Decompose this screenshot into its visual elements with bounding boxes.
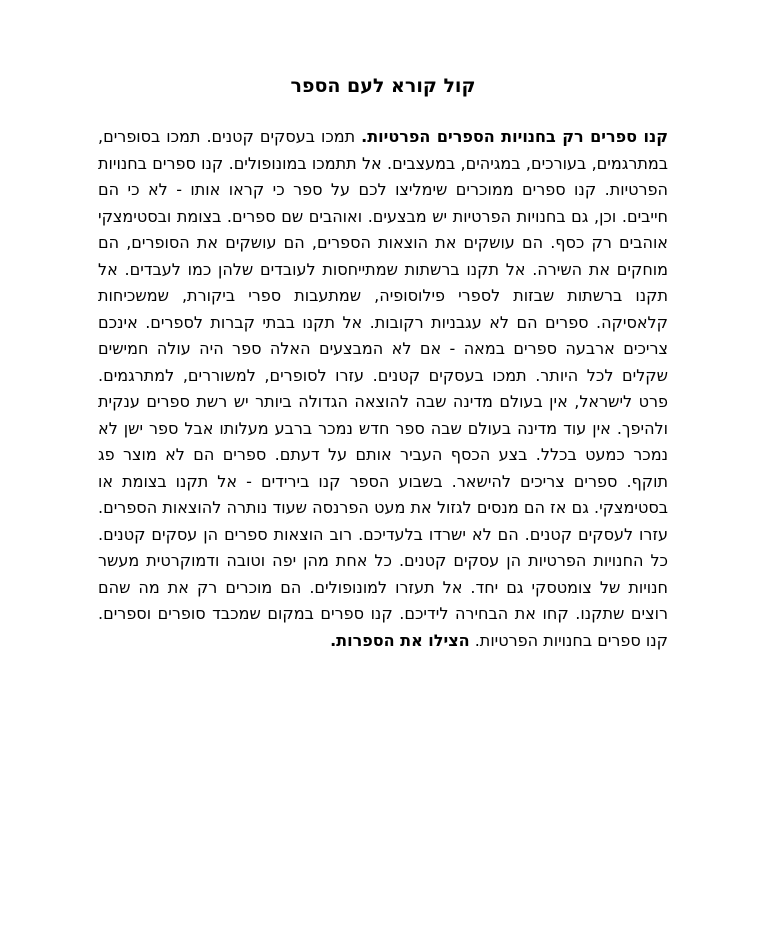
document-title: קול קורא לעם הספר [290, 75, 476, 97]
document-page [98, 70, 668, 654]
opening-bold-sentence: קנו ספרים רק בחנויות הספרים הפרטיות. [361, 127, 668, 146]
body-paragraph [98, 124, 668, 654]
closing-bold-sentence: הצילו את הספרות. [330, 630, 470, 650]
body-text: תמכו בעסקים קטנים. תמכו בסופרים, במתרגמים, בעורכים, במגיהים, במעצבים. אל תתמכו במונופולים. קנו ספרים בחנויות הפרטיות. קנו ספרים ממוכרים שימליצו לכם על ספר כי קראו אותו - לא כי הם חייבים. וכן, גם בחנויות הפרטיות יש מבצעים. ואוהבים שם ספרים. בצומת ובסטימצקי אוהבים רק כסף. הם עושקים את הוצאות הספרים, הם עושקים את הסופרים, הם מוחקים את השירה. אל תקנו ברשתות שמתייחסות לעובדים שלהן כמו לעבדים. אל תקנו ברשתות שבזות לספרי פילוסופיה, שמתעבות ספרי ביקורת, שמשכיחות קלאסיקה. ספרים הם לא עגבניות רקובות. אל תקנו בבתי קברות לספרים. אינכם צריכים ארבעה ספרים במאה - אם לא המבצעים האלה ספר היה עולה חמישים שקלים לכל היותר. תמכו בעסקים קטנים. עזרו לסופרים, למשוררים, למתרגמים. פרט לישראל, אין בעולם מדינה שבה להוצאה הגדולה ביותר יש רשת ספרים ענקית ולהיפך. אין עוד מדינה בעולם שבה ספר חדש נמכר ברבע מעלותו אבל ספר ישן לא נמכר כמעט בכלל. בצע הכסף העביר אותם על דעתם. ספרים הם לא מוצר פג תוקף. ספרים צריכים להישאר. בשבוע הספר קנו בירידים - אל תקנו בצומת או בסטימצקי. גם אז הם מנסים לגזול את מעט הפרנסה שעוד נותרה להוצאות הספרים. עזרו לעסקים קטנים. הם לא ישרדו בלעדיכם. רוב הוצאות ספרים הן עסקים קטנים. כל החנויות הפרטיות הן עסקים קטנים. כל אחת מהן יפה וטובה ודמוקרטית מעשר חנויות של צומטסקי גם יחד. אל תעזרו למונופולים. הם מוכרים רק את מה שהם רוצים שתקנו. קחו את הבחירה לידיכם. קנו ספרים במקום שמכבד סופרים וספרים. קנו ספרים בחנויות הפרטיות. [98, 127, 668, 650]
